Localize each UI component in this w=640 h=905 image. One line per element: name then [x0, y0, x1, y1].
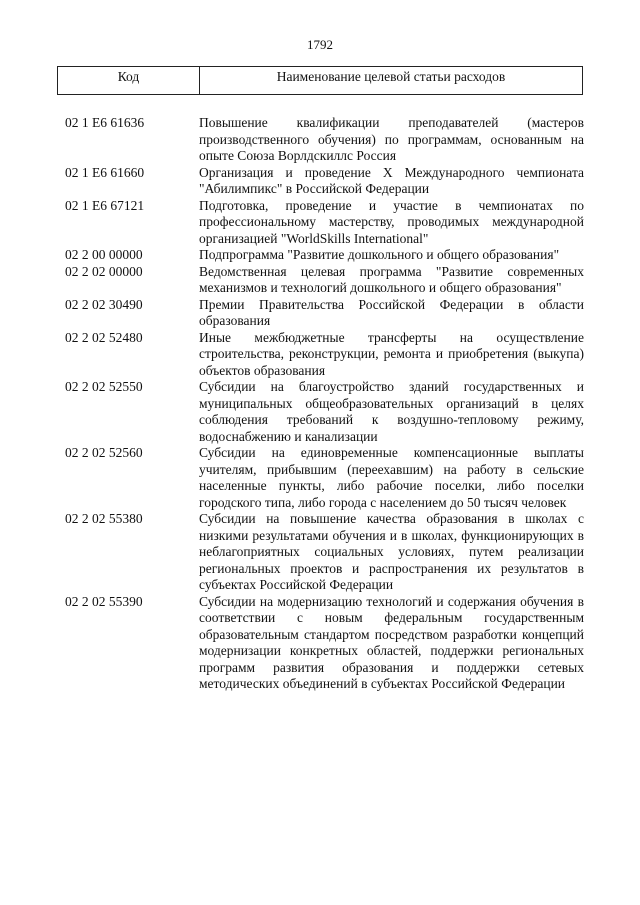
table-row	[65, 297, 585, 330]
table-row	[65, 247, 585, 264]
row-code: 02 1 Е6 61660	[65, 164, 145, 180]
row-name: Организация и проведение X Международного чемпионата "Абилимпикс" в Российской Федерации	[199, 164, 584, 196]
row-code: 02 1 Е6 61636	[65, 115, 145, 130]
header-name: Наименование целевой статьи расходов	[276, 69, 506, 84]
page-number: 1792	[307, 37, 333, 52]
row-name: Иные межбюджетные трансферты на осуществление строительства, реконструкции, ремонта и приобретения (выкупа) объектов образования	[199, 329, 584, 378]
table-body	[65, 115, 585, 693]
row-name: Подпрограмма "Развитие дошкольного и общего образования"	[199, 247, 560, 262]
row-code: 02 2 02 52560	[65, 445, 143, 460]
row-code: 02 2 02 52550	[65, 379, 143, 394]
row-code: 02 2 02 30490	[65, 296, 143, 312]
table-header	[57, 66, 583, 95]
table-row	[65, 330, 585, 380]
row-code: 02 2 02 55380	[65, 511, 143, 526]
table-row	[65, 594, 585, 693]
table-row	[65, 198, 585, 248]
row-code: 02 2 02 55390	[65, 593, 143, 609]
table-row	[65, 115, 585, 165]
table-row	[65, 379, 585, 445]
row-name: Премии Правительства Российской Федерации в области образования	[199, 296, 584, 328]
table-row	[65, 445, 585, 511]
row-name: Субсидии на единовременные компенсационные выплаты учителям, прибывшим (переехавшим) на работу в сельские населенные пункты, либо рабочие поселки, либо поселки городского типа, либо города с населением до 50 тысяч человек	[199, 445, 584, 510]
row-code: 02 2 02 00000	[65, 263, 143, 279]
row-code: 02 2 02 52480	[65, 329, 143, 345]
row-code: 02 1 Е6 67121	[65, 197, 145, 213]
table-row	[65, 264, 585, 297]
row-name: Субсидии на повышение качества образования в школах с низкими результатами обучения и в школах, функционирующих в неблагоприятных социальных условиях, путем реализации региональных проектов и распространения их результатов в субъектах Российской Федерации	[199, 511, 584, 592]
table-row	[65, 165, 585, 198]
row-name: Подготовка, проведение и участие в чемпионатах по профессиональному мастерству, проводимых международной организацией "WorldSkills International"	[199, 197, 584, 246]
row-name: Повышение квалификации преподавателей (мастеров производственного обучения) по программам, основанным на опыте Союза Ворлдскиллс Россия	[199, 115, 584, 163]
row-code: 02 2 00 00000	[65, 247, 143, 262]
row-name: Субсидии на модернизацию технологий и содержания обучения в соответствии с новым федеральным государственным образовательным стандартом посредством разработки концепций модернизации конкретных областей, поддержки региональных программ развития образования и поддержки сетевых методических объединений в субъектах Российской Федерации	[199, 593, 584, 691]
row-name: Субсидии на благоустройство зданий государственных и муниципальных общеобразовательных организаций в целях соблюдения требований к воздушно-тепловому режиму, водоснабжению и канализации	[199, 379, 584, 444]
table-row	[65, 511, 585, 594]
header-code: Код	[58, 67, 200, 94]
row-name: Ведомственная целевая программа "Развитие современных механизмов и технологий дошкольного и общего образования"	[199, 263, 584, 295]
